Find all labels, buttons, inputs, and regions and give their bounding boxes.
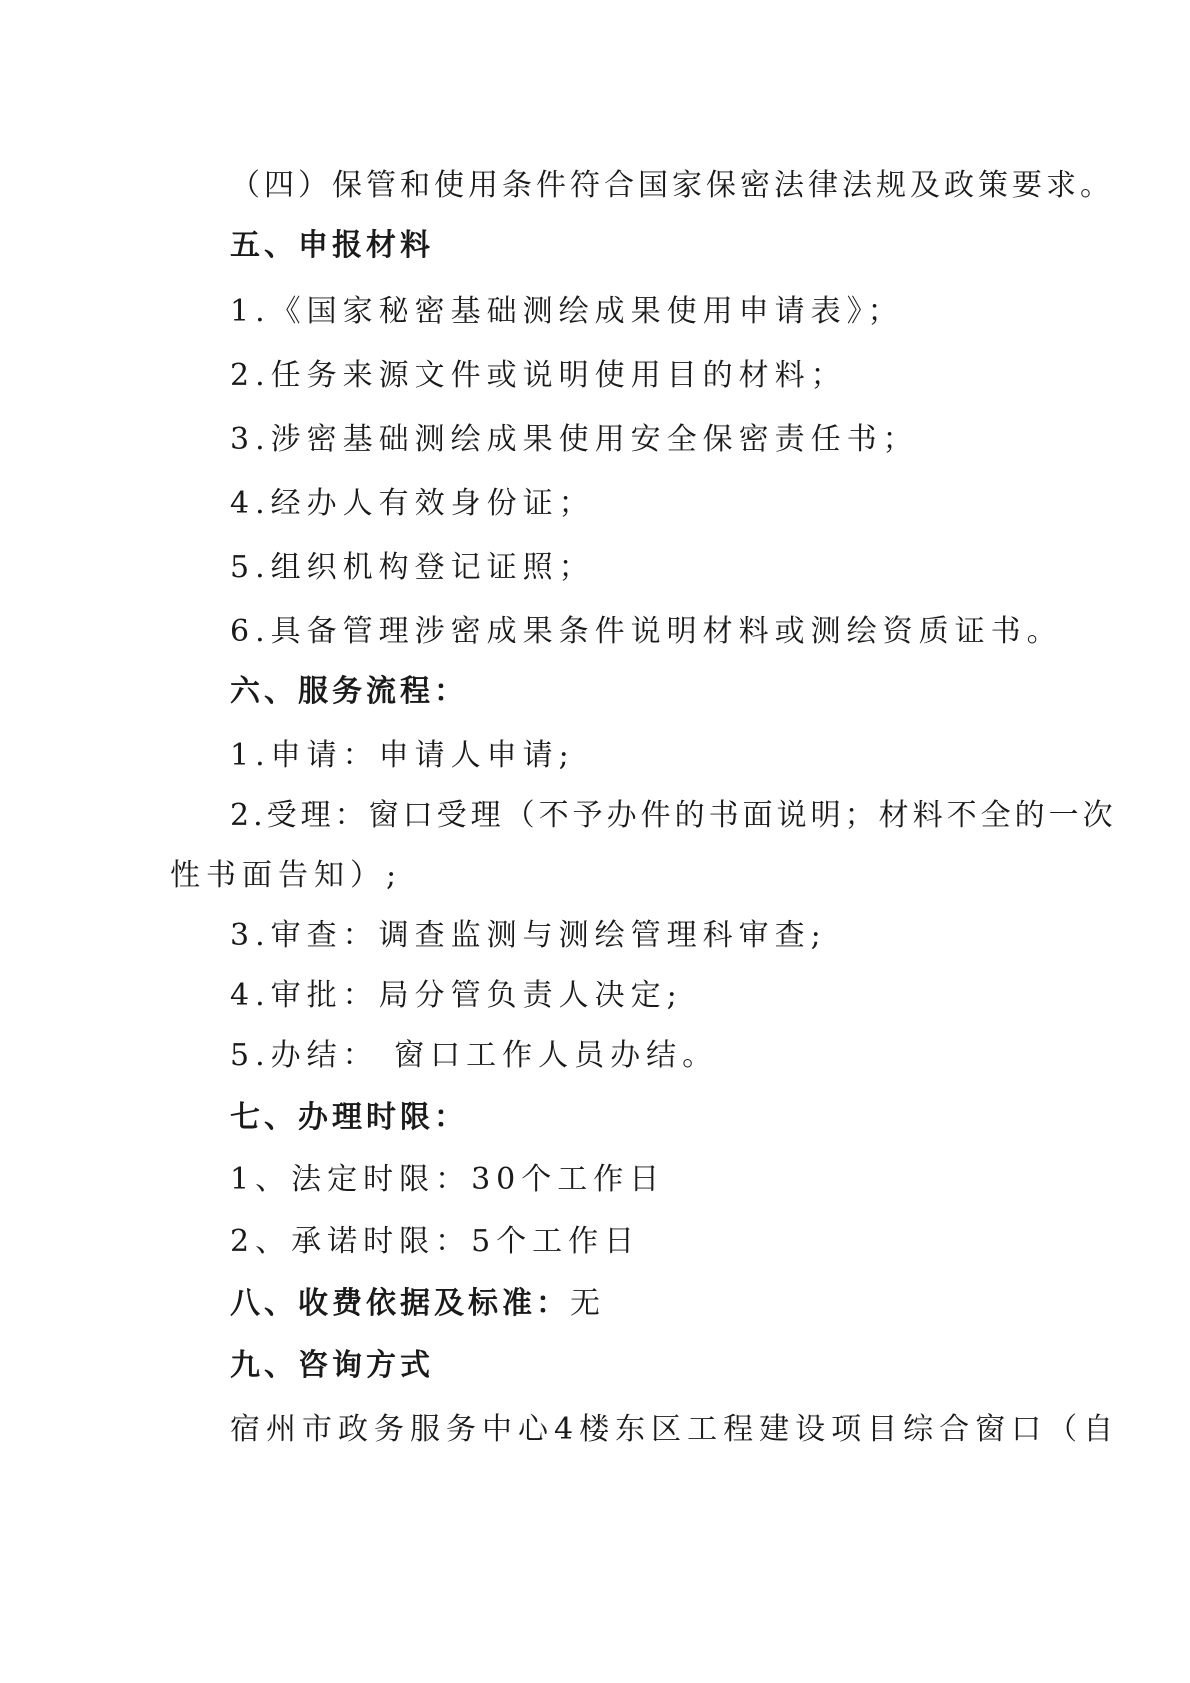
time-limit-statutory: 1、法定时限：30个工作日 [230, 1162, 666, 1197]
fee-value: 无 [570, 1286, 604, 1321]
process-step-5: 5.办结： 窗口工作人员办结。 [230, 1038, 719, 1073]
section-6-heading: 六、服务流程： [230, 674, 468, 709]
material-item-4: 4.经办人有效身份证； [230, 486, 595, 521]
section-7-heading: 七、办理时限： [230, 1100, 468, 1135]
material-item-2: 2.任务来源文件或说明使用目的材料； [230, 358, 847, 393]
process-step-4: 4.审批：局分管负责人决定; [230, 978, 683, 1013]
section-5-heading: 五、申报材料 [230, 228, 434, 263]
material-item-1: 1.《国家秘密基础测绘成果使用申请表》； [230, 294, 904, 329]
section-8-heading: 八、收费依据及标准： [230, 1286, 570, 1321]
section-9-heading: 九、咨询方式 [230, 1348, 434, 1383]
time-limit-promised: 2、承诺时限：5个工作日 [230, 1224, 641, 1259]
material-item-6: 6.具备管理涉密成果条件说明材料或测绘资质证书。 [230, 614, 1063, 649]
consult-address-line: 宿州市政务服务中心4楼东区工程建设项目综合窗口（自 [230, 1412, 1120, 1447]
process-step-1: 1.申请：申请人申请; [230, 738, 575, 773]
material-item-5: 5.组织机构登记证照； [230, 550, 595, 585]
process-step-2-line-2: 性书面告知）; [170, 858, 403, 893]
process-step-3: 3.审查：调查监测与测绘管理科审查; [230, 918, 827, 953]
material-item-3: 3.涉密基础测绘成果使用安全保密责任书； [230, 422, 919, 457]
process-step-2-line-1: 2.受理：窗口受理（不予办件的书面说明；材料不全的一次 [230, 798, 1117, 833]
condition-4-text: （四）保管和使用条件符合国家保密法律法规及政策要求。 [230, 168, 1114, 203]
section-8-line [230, 1284, 604, 1324]
